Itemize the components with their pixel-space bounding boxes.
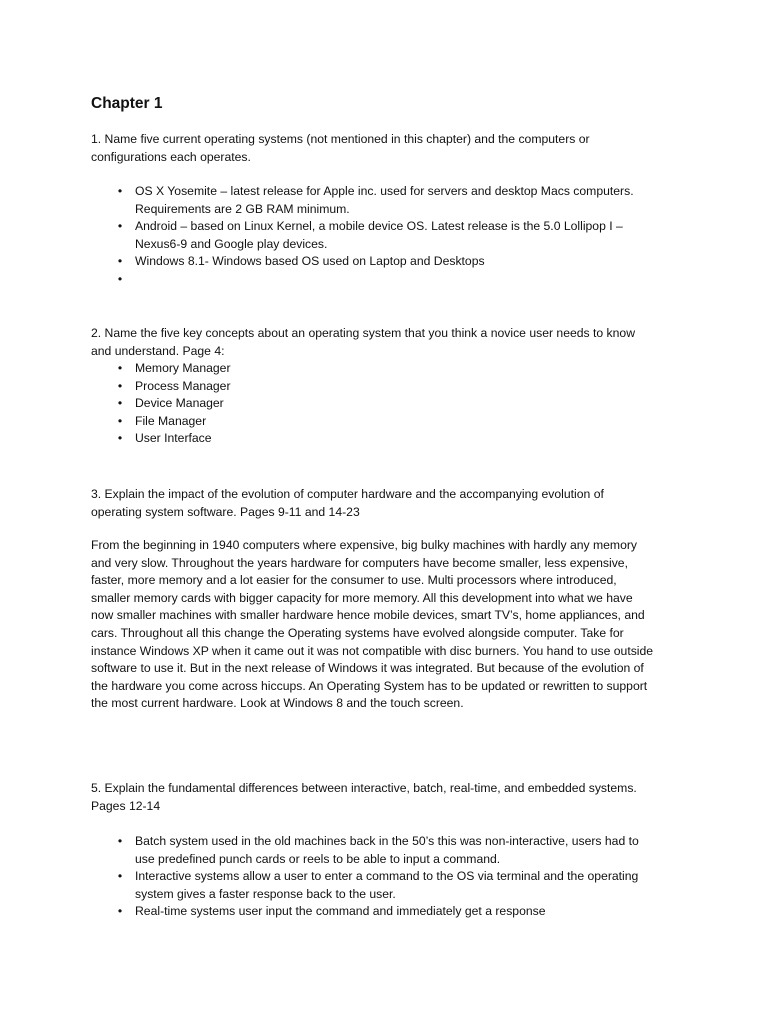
list-item-line: Nexus6-9 and Google play devices. xyxy=(135,236,328,251)
bullet-icon: • xyxy=(117,184,123,198)
list-item-line xyxy=(135,271,691,289)
chapter-title: Chapter 1 xyxy=(91,95,163,112)
list-item-line: Batch system used in the old machines back in the 50’s this was non-interactive, users had to xyxy=(135,834,639,848)
list-item xyxy=(91,360,691,378)
list-item-line: User Interface xyxy=(135,431,212,446)
list-item xyxy=(91,378,691,396)
answer-line: instance Windows XP when it came out it was not compatible with disc burners. You hand to use outside xyxy=(91,643,654,658)
answer-line: the most current hardware. Look at Windows 8 and the touch screen. xyxy=(91,696,464,711)
question-1-answer-list xyxy=(91,183,691,289)
answer-line: cars. Throughout all this change the Operating systems have evolved alongside computer. Take for xyxy=(91,625,624,640)
question-1 xyxy=(91,131,691,166)
question-3-line: operating system software. Pages 9-11 and 14-23 xyxy=(91,504,360,519)
list-item xyxy=(91,271,691,289)
list-item-line: Requirements are 2 GB RAM minimum. xyxy=(135,201,350,216)
bullet-icon: • xyxy=(117,413,123,428)
question-1-line: 1. Name five current operating systems (not mentioned in this chapter) and the computers or xyxy=(91,132,590,146)
list-item xyxy=(91,183,691,218)
list-item-line: Android – based on Linux Kernel, a mobile device OS. Latest release is the 5.0 Lollipop I – xyxy=(135,219,623,234)
answer-line: faster, more memory and a lot easier for the consumer to use. Multi processors where introduced, xyxy=(91,573,617,588)
list-item xyxy=(91,395,691,413)
bullet-icon: • xyxy=(117,869,123,884)
question-2-line: 2. Name the five key concepts about an operating system that you think a novice user needs to know xyxy=(91,326,636,340)
answer-line: and very slow. Throughout the years hardware for computers have become smaller, less expensive, xyxy=(91,555,628,570)
list-item xyxy=(91,218,691,253)
bullet-icon: • xyxy=(117,219,123,234)
answer-line: now smaller machines with smaller hardware hence mobile devices, smart TV’s, home appliances, and xyxy=(91,608,645,623)
question-5 xyxy=(91,780,691,815)
question-3 xyxy=(91,486,691,521)
question-1-line: configurations each operates. xyxy=(91,149,251,164)
question-3-answer xyxy=(91,537,691,713)
list-item-line: Process Manager xyxy=(135,378,231,393)
bullet-icon: • xyxy=(117,431,123,446)
bullet-icon: • xyxy=(117,834,123,848)
question-5-line: Pages 12-14 xyxy=(91,798,161,813)
list-item-line: OS X Yosemite – latest release for Apple inc. used for servers and desktop Macs computers. xyxy=(135,184,634,198)
bullet-icon: • xyxy=(117,904,123,919)
question-2-answer-list xyxy=(91,360,691,448)
list-item-line: Windows 8.1- Windows based OS used on Laptop and Desktops xyxy=(135,254,485,269)
list-item xyxy=(91,413,691,431)
bullet-icon: • xyxy=(117,378,123,393)
bullet-icon: • xyxy=(117,254,123,269)
list-item xyxy=(91,868,691,903)
question-5-answer-list xyxy=(91,833,691,921)
list-item-line: Interactive systems allow a user to enter a command to the OS via terminal and the operating xyxy=(135,869,639,884)
answer-line: software to use it. But in the next release of Windows it was integrated. But because of the evolution of xyxy=(91,661,644,676)
list-item-line: File Manager xyxy=(135,413,207,428)
list-item-line: Device Manager xyxy=(135,396,224,411)
list-item xyxy=(91,903,691,921)
bullet-icon: • xyxy=(117,271,123,286)
list-item-line: system gives a faster response back to the user. xyxy=(135,886,396,901)
question-2-line: and understand. Page 4: xyxy=(91,343,225,358)
list-item xyxy=(91,833,691,868)
list-item-line: use predefined punch cards or reels to be able to input a command. xyxy=(135,851,501,866)
question-5-line: 5. Explain the fundamental differences between interactive, batch, real-time, and embedded systems. xyxy=(91,781,637,795)
list-item xyxy=(91,430,691,448)
list-item xyxy=(91,253,691,271)
answer-line: smaller memory cards with bigger capacity for more memory. All this development into what we have xyxy=(91,590,633,605)
answer-line: the hardware you come across hiccups. An Operating System has to be updated or rewritten to support xyxy=(91,678,648,693)
list-item-line: Real-time systems user input the command and immediately get a response xyxy=(135,904,546,919)
question-2 xyxy=(91,325,691,360)
bullet-icon: • xyxy=(117,361,123,375)
list-item-line: Memory Manager xyxy=(135,361,231,375)
bullet-icon: • xyxy=(117,396,123,411)
question-3-line: 3. Explain the impact of the evolution of computer hardware and the accompanying evolution of xyxy=(91,487,604,501)
answer-line: From the beginning in 1940 computers where expensive, big bulky machines with hardly any memory xyxy=(91,538,638,552)
